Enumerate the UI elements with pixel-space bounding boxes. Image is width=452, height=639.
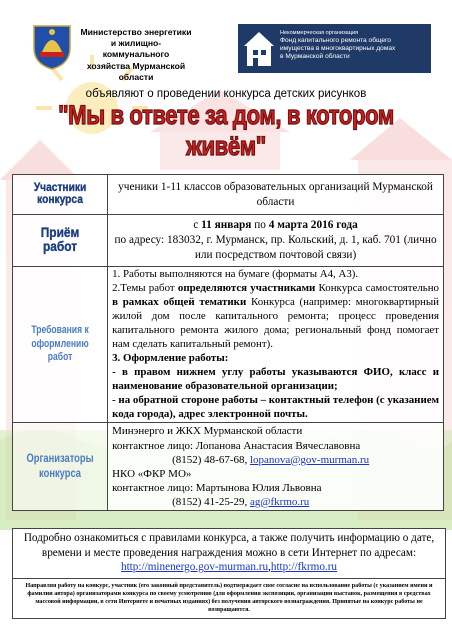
reception-date-to: 4 марта 2016 года bbox=[268, 219, 358, 232]
organizers-row bbox=[13, 423, 444, 510]
organizer-2: НКО «ФКР МО» bbox=[112, 467, 192, 480]
reception-middle: по bbox=[251, 219, 269, 232]
reception-prefix: с bbox=[193, 219, 202, 232]
fund-logo bbox=[238, 24, 431, 73]
announcement-text: объявляют о проведении конкурса детских рисунков bbox=[85, 88, 367, 100]
requirement-item-1: 1. Работы выполняются на бумаге (форматы А4, А3). bbox=[112, 268, 359, 280]
coat-of-arms-icon bbox=[32, 22, 72, 70]
house-logo-icon bbox=[242, 30, 276, 68]
req2-part-a: 2.Темы работ bbox=[112, 281, 178, 294]
fund-line-2: Фонд капитального ремонта общего bbox=[280, 36, 391, 44]
participants-label: Участники конкурса bbox=[33, 179, 87, 207]
requirement-item-3-title: 3. Оформление работы: bbox=[112, 351, 229, 364]
fkrmo-link[interactable]: http://fkrmo.ru bbox=[270, 561, 338, 574]
details-text: Подробно ознакомиться с правилами конкурса, а также получить информацию о дате, времени и месте проведения награждения можно в сети Интернет по адресам: bbox=[23, 532, 435, 559]
req2-part-b: определяются участниками bbox=[177, 281, 316, 294]
req2-part-e: Конкурса (например: многоквартирный жилой дом после капитального ремонта; процесс проведения капитального ремонта жилого дома; региональный фонд помогает нам сделать капитальный ремонт). bbox=[112, 295, 439, 350]
minenergo-link[interactable]: http://minenergo.gov-murman.ru bbox=[120, 561, 269, 574]
organizer-1-email-link[interactable]: lopanova@gov-murman.ru bbox=[249, 453, 370, 466]
reception-row bbox=[13, 215, 444, 267]
requirements-label: Требования к оформлению работ bbox=[31, 323, 89, 364]
organizer-2-email-link[interactable]: ag@fkrmo.ru bbox=[249, 495, 310, 508]
reception-dates bbox=[112, 218, 439, 233]
organizer-1: Минэнерго и ЖКХ Мурманской области bbox=[112, 425, 303, 438]
details-box bbox=[12, 528, 446, 619]
organizer-2-contact: контактное лицо: Мартынова Юлия Львовна bbox=[112, 481, 322, 494]
reception-date-from: 11 января bbox=[201, 219, 252, 232]
requirement-item-3b: - на обратной стороне работы – контактный телефон (с указанием кода города), адрес электронной почты. bbox=[112, 393, 439, 420]
participants-row bbox=[13, 175, 444, 215]
requirements-row bbox=[13, 267, 444, 423]
ministry-name: Министерство энергетики и жилищно-коммунального хозяйства Мурманской области bbox=[80, 27, 192, 82]
requirement-item-2 bbox=[112, 282, 439, 352]
organizer-2-phone: (8152) 41-25-29, bbox=[172, 495, 250, 508]
req2-part-c: Конкурса самостоятельно bbox=[315, 281, 439, 294]
requirement-item-3a: - в правом нижнем углу работы указываются ФИО, класс и наименование образовательной организации; bbox=[112, 365, 439, 392]
disclaimer-text: Направляя работу на конкурс, участник (его законный представитель) подтверждает свое согласие на использование работы (с указанием имени и фамилии автора) организаторами конкурса по своему усмотрению (для оформления экспозиции, организации выставок, размещения в средствах массовой информации, в сети Интернете и печатных изданиях) без получения авторского вознаграждения. Принятые на конкурс работы не возвращаются. bbox=[13, 578, 445, 618]
details-separator: , bbox=[268, 561, 271, 574]
participants-text: ученики 1-11 классов образовательных организаций Мурманской области bbox=[108, 175, 444, 215]
organizer-1-contact: контактное лицо: Лопанова Анастасия Вячеславовна bbox=[112, 439, 361, 452]
fund-line-3: имущества в многоквартирных домах bbox=[280, 45, 396, 53]
info-table bbox=[12, 174, 444, 511]
reception-address: по адресу: 183032, г. Мурманск, пр. Кольский, д. 1, каб. 701 (лично или посредством почтовой связи) bbox=[114, 234, 437, 261]
contest-title: "Мы в ответе за дом, в котором живём" bbox=[58, 100, 394, 161]
organizers-label: Организаторы конкурса bbox=[26, 451, 94, 481]
reception-label: Приём работ bbox=[40, 223, 80, 255]
organizer-1-phone: (8152) 48-67-68, bbox=[172, 453, 250, 466]
fund-line-4: в Мурманской области bbox=[280, 53, 350, 61]
fund-line-1: Некоммерческая организация bbox=[280, 30, 359, 36]
req2-part-d: в рамках общей тематики bbox=[112, 295, 247, 308]
